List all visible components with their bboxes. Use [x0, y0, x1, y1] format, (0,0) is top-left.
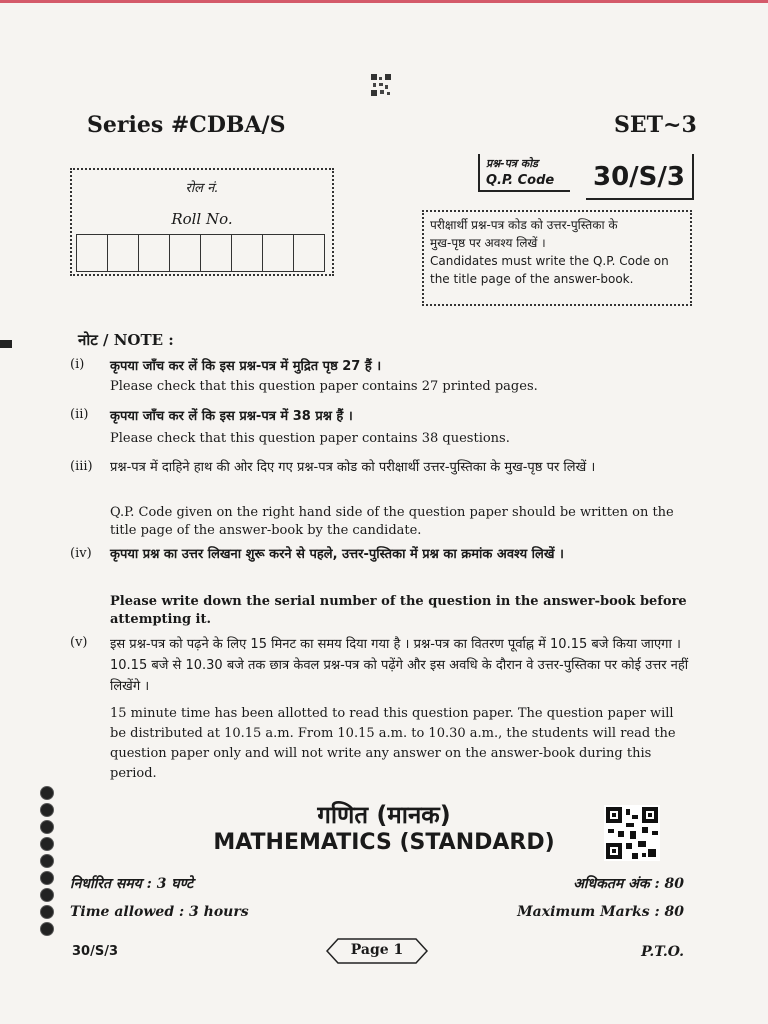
candidate-english-line-1: Candidates must write the Q.P. Code on [430, 254, 669, 268]
max-marks-hindi: अधिकतम अंक : 80 [573, 876, 684, 892]
candidate-hindi-line-2: मुख-पृष्ठ पर अवश्य लिखें । [430, 236, 546, 250]
note-heading: नोट / NOTE : [78, 331, 174, 349]
candidate-hindi-line-1: परीक्षार्थी प्रश्न-पत्र कोड को उत्तर-पुस्तिका के [430, 218, 618, 232]
note-item-hindi: कृपया जाँच कर लें कि इस प्रश्न-पत्र में मुद्रित पृष्ठ 27 हैं । [110, 359, 382, 374]
roll-cell [169, 234, 201, 272]
note-item-number: (ii) [70, 407, 89, 422]
note-item-english: Please write down the serial number of the question in the answer-book before attempting it. [110, 594, 687, 627]
qp-code-label [478, 154, 570, 192]
footer-qp-code: 30/S/3 [72, 944, 118, 959]
set-label: SET~3 [614, 112, 697, 138]
qp-label-english: Q.P. Code [486, 173, 555, 188]
note-item-hindi: इस प्रश्न-पत्र को पढ़ने के लिए 15 मिनट का समय दिया गया है । प्रश्न-पत्र का वितरण पूर्वाह्न में 10.15 बजे किया जाएगा । 10.15 बजे से 10.30 बजे तक छात्र केवल प्रश्न-पत्र को पढ़ेंगे और इस अवधि के दौरान वे उत्तर-पुस्तिका पर कोई उत्तर नहीं लिखेंगे । [110, 637, 689, 694]
roll-cell [200, 234, 232, 272]
binding-mark [0, 340, 12, 348]
small-qr-icon [370, 73, 392, 97]
roll-cell [138, 234, 170, 272]
roll-number-box [70, 168, 334, 276]
note-item-number: (v) [70, 635, 88, 650]
series-label: Series #CDBA/S [87, 112, 286, 138]
roll-cell [231, 234, 263, 272]
candidate-english-line-2: the title page of the answer-book. [430, 272, 634, 286]
note-item [70, 406, 690, 446]
note-item-number: (i) [70, 357, 85, 372]
max-marks-english: Maximum Marks : 80 [517, 904, 684, 920]
time-allowed-hindi: निर्धारित समय : 3 घण्टे [70, 876, 194, 892]
note-item-english: 15 minute time has been allotted to read this question paper. The question paper will be distributed at 10.15 a.m. From 10.15 a.m. to 10.30 a.m., the students will read the question paper only and will not write any answer on the answer-book during this period. [110, 706, 676, 781]
note-item [70, 634, 690, 784]
roll-cell [262, 234, 294, 272]
note-item-hindi: कृपया जाँच कर लें कि इस प्रश्न-पत्र में 38 प्रश्न हैं । [110, 409, 353, 424]
qp-label-hindi: प्रश्न-पत्र कोड [486, 157, 538, 170]
note-item-english: Please check that this question paper contains 27 printed pages. [110, 379, 538, 394]
top-edge-line [0, 0, 768, 3]
note-item [70, 356, 690, 396]
roll-cell [76, 234, 108, 272]
roll-cell [293, 234, 325, 272]
time-allowed-english: Time allowed : 3 hours [70, 904, 249, 920]
qr-code-icon [604, 805, 660, 861]
roll-label-english: Roll No. [171, 210, 233, 228]
page-number-tag [326, 938, 428, 964]
note-item-hindi: प्रश्न-पत्र में दाहिने हाथ की ओर दिए गए प्रश्न-पत्र कोड को परीक्षार्थी उत्तर-पुस्तिका के मुख-पृष्ठ पर लिखें । [110, 460, 596, 475]
candidate-instruction-box [422, 210, 692, 306]
roll-cell [107, 234, 139, 272]
note-item-english: Please check that this question paper contains 38 questions. [110, 431, 510, 446]
roll-label-hindi: रोल नं. [185, 181, 219, 196]
qp-code-value: 30/S/3 [586, 154, 694, 200]
page-number-label: Page 1 [350, 942, 404, 958]
note-item-english: Q.P. Code given on the right hand side of the question paper should be written on the title page of the answer-book by the candidate. [110, 505, 674, 538]
note-item [70, 458, 690, 542]
note-item-number: (iii) [70, 459, 93, 474]
subject-title-english: MATHEMATICS (STANDARD) [213, 830, 555, 855]
note-item-hindi: कृपया प्रश्न का उत्तर लिखना शुरू करने से पहले, उत्तर-पुस्तिका में प्रश्न का क्रमांक अवश्य लिखें । [110, 547, 564, 562]
note-item [70, 545, 690, 631]
roll-number-cells [76, 234, 324, 272]
note-item-number: (iv) [70, 546, 92, 561]
subject-title-hindi: गणित (मानक) [317, 801, 451, 829]
pto-label: P.T.O. [641, 944, 684, 960]
